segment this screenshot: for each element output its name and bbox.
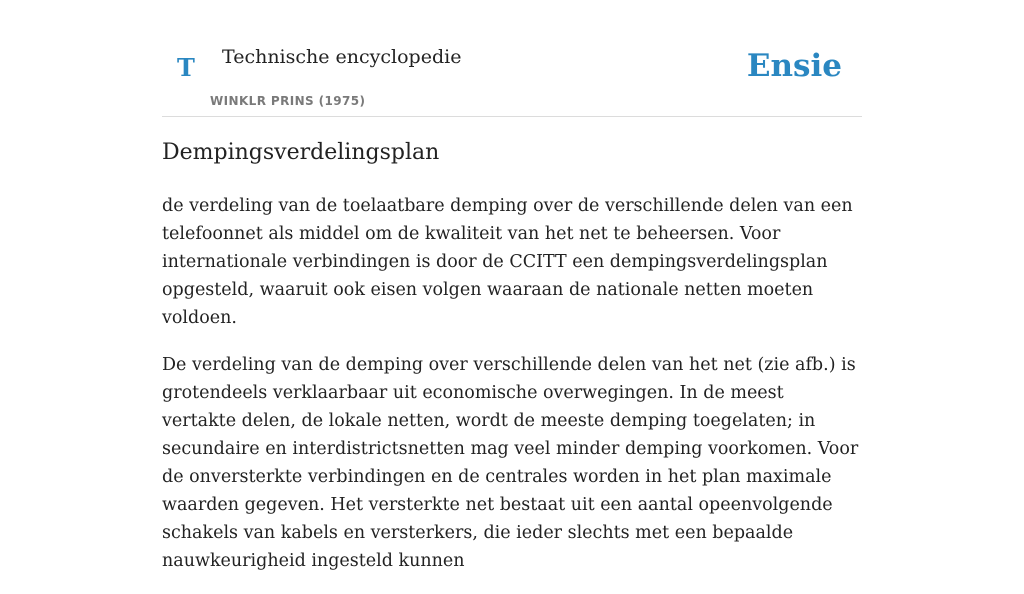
- book-title-link[interactable]: Technische encyclopedie: [222, 46, 462, 68]
- ensie-logo-link[interactable]: Ensie: [746, 48, 842, 84]
- book-header: [162, 0, 862, 117]
- article-body: [162, 192, 862, 594]
- article-paragraph: De verdeling van de demping over verschillende delen van het net (zie afb.) is grotendeels verklaarbaar uit economische overwegingen. In de meest vertakte delen, de lokale netten, wordt de meeste demping toegelaten; in secundaire en interdistrictsnetten mag veel minder demping voorkomen. Voor de onversterkte verbindingen en de centrales worden in het plan maximale waarden gegeven. Het versterkte net bestaat uit een aantal opeenvolgende schakels van kabels en versterkers, die ieder slechts met een bepaalde nauwkeurigheid ingesteld kunnen: [162, 355, 859, 571]
- article-paragraph: de verdeling van de toelaatbare demping over de verschillende delen van een telefoonnet als middel om de kwaliteit van het net te beheersen. Voor internationale verbindingen is door de CCITT een dempingsverdelingsplan opgesteld, waaruit ook eisen volgen waaraan de nationale netten moeten voldoen.: [162, 196, 853, 328]
- article-title: Dempingsverdelingsplan: [162, 140, 440, 165]
- book-initial-icon[interactable]: T: [177, 53, 195, 82]
- book-source-label: WINKLR PRINS (1975): [210, 94, 366, 108]
